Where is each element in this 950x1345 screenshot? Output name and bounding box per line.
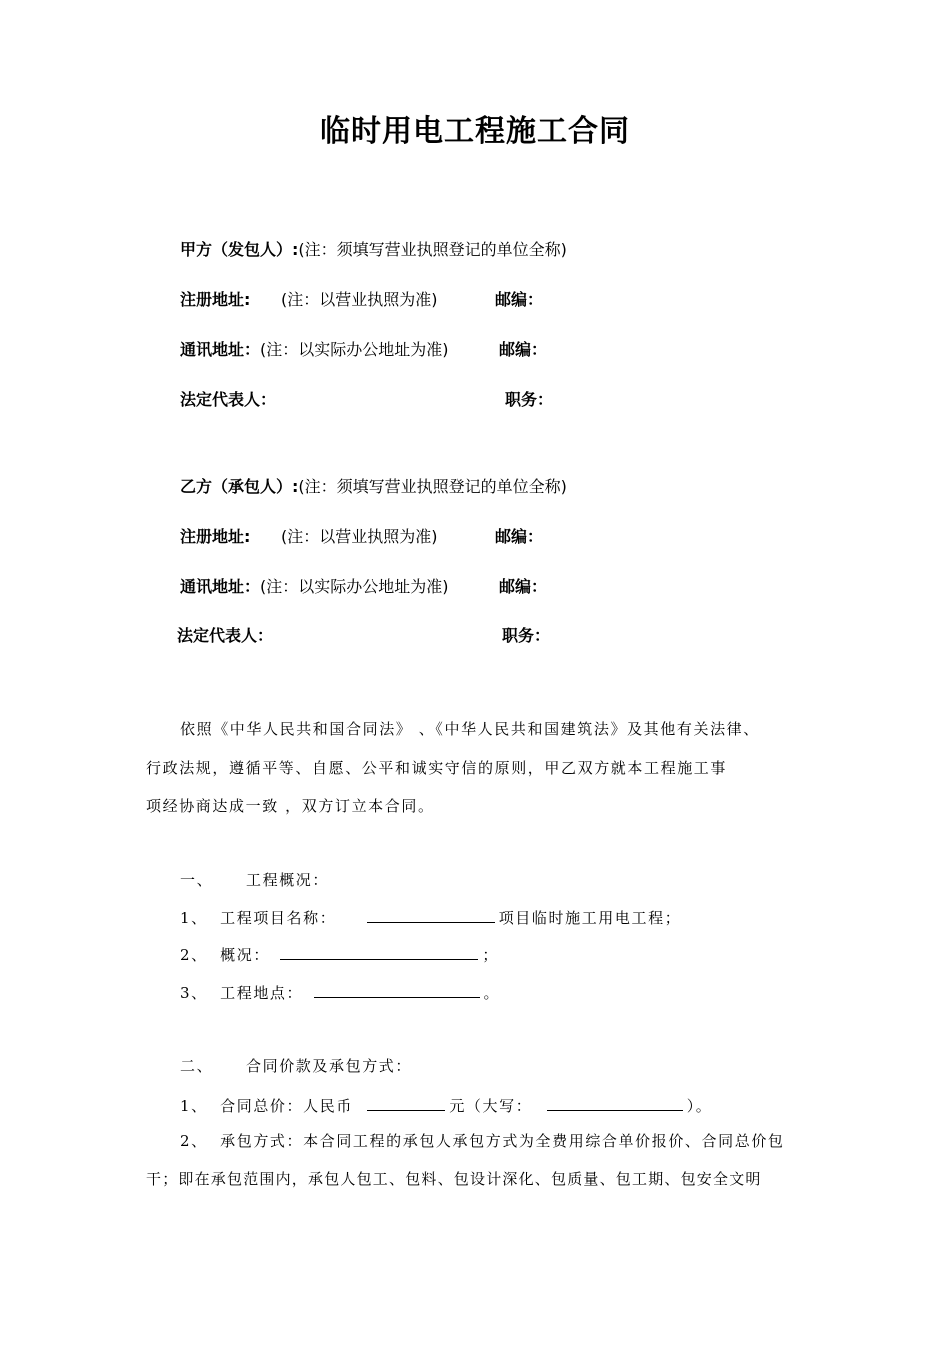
postcode-label: 邮编： <box>495 527 544 546</box>
preamble-line-1: 依照《中华人民共和国合同法》 、《中华人民共和国建筑法》及其他有关法律、 <box>180 720 760 738</box>
position-label: 职务： <box>505 390 554 409</box>
party-b-postcode-2 <box>499 576 547 598</box>
party-b-heading <box>180 476 567 498</box>
document-title: 临时用电工程施工合同 <box>320 114 630 149</box>
party-b-reg-address-note: (注：以营业执照为准) <box>281 527 438 546</box>
item-number: 1、 <box>180 1097 208 1115</box>
party-a-reg-address-note: (注：以营业执照为准) <box>281 290 438 309</box>
party-a-postcode-1 <box>495 289 543 311</box>
party-a-reg-address <box>180 289 250 311</box>
position-label: 职务： <box>502 626 551 645</box>
mail-address-note: (注：以实际办公地址为准) <box>260 340 449 359</box>
section-1-item-1 <box>180 906 681 929</box>
item-label: 合同总价：人民币 <box>220 1097 353 1115</box>
party-a-label: 甲方（发包人）: <box>180 240 299 259</box>
section-2-number: 二、 <box>180 1057 214 1075</box>
item-text: 承包方式：本合同工程的承包人承包方式为全费用综合单价报价、合同总价包 <box>220 1132 785 1150</box>
section-1-item-3 <box>180 981 500 1004</box>
item-number: 1、 <box>180 909 208 927</box>
section-1-item-2 <box>180 943 499 966</box>
party-a-postcode-2 <box>499 339 547 361</box>
location-blank[interactable] <box>314 981 480 998</box>
representative-label: 法定代表人： <box>177 626 274 645</box>
section-2-item-2 <box>180 1130 785 1152</box>
section-1-number: 一、 <box>180 871 214 889</box>
postcode-label: 邮编： <box>499 577 548 596</box>
party-b-reg-address <box>180 526 250 548</box>
postcode-label: 邮编： <box>499 340 548 359</box>
party-b-mail-address <box>180 576 449 598</box>
section-2-item-1 <box>180 1094 712 1117</box>
party-a-heading <box>180 239 567 261</box>
party-b-label: 乙方（承包人）: <box>180 477 299 496</box>
mail-address-label: 通讯地址： <box>180 577 261 596</box>
party-b-position <box>502 625 550 647</box>
item-number: 3、 <box>180 984 208 1002</box>
overview-blank[interactable] <box>280 943 478 960</box>
postcode-label: 邮编： <box>495 290 544 309</box>
reg-address-label: 注册地址: <box>180 527 251 546</box>
amount-blank[interactable] <box>367 1094 445 1111</box>
preamble-line-2: 行政法规，遵循平等、自愿、公平和诚实守信的原则，甲乙双方就本工程施工事 <box>146 759 728 777</box>
preamble-line-3: 项经协商达成一致 ，双方订立本合同。 <box>146 797 435 815</box>
party-a-position <box>505 389 553 411</box>
section-2-item-2-continued: 干；即在承包范围内，承包人包工、包料、包设计深化、包质量、包工期、包安全文明 <box>146 1170 762 1188</box>
item-suffix: ； <box>482 946 499 964</box>
party-b-note: (注：须填写营业执照登记的单位全称) <box>298 477 567 496</box>
party-a-representative <box>180 389 276 411</box>
party-a-note: (注：须填写营业执照登记的单位全称) <box>298 240 567 259</box>
section-1-title: 工程概况： <box>246 871 330 889</box>
mail-address-note: (注：以实际办公地址为准) <box>260 577 449 596</box>
party-a-mail-address <box>180 339 449 361</box>
mail-address-label: 通讯地址： <box>180 340 261 359</box>
item-suffix: 项目临时施工用电工程； <box>498 909 682 927</box>
item-number: 2、 <box>180 946 208 964</box>
item-suffix: ）。 <box>686 1097 713 1115</box>
item-suffix: 。 <box>483 984 501 1002</box>
section-2-title: 合同价款及承包方式： <box>246 1057 413 1075</box>
project-name-blank[interactable] <box>367 906 495 923</box>
item-label: 概况： <box>220 946 270 964</box>
item-mid: 元（大写： <box>449 1097 533 1115</box>
party-b-postcode-1 <box>495 526 543 548</box>
item-number: 2、 <box>180 1132 208 1150</box>
item-label: 工程地点： <box>220 984 304 1002</box>
amount-words-blank[interactable] <box>547 1094 683 1111</box>
representative-label: 法定代表人： <box>180 390 277 409</box>
party-b-representative <box>177 625 273 647</box>
reg-address-label: 注册地址: <box>180 290 251 309</box>
item-label: 工程项目名称： <box>220 909 337 927</box>
